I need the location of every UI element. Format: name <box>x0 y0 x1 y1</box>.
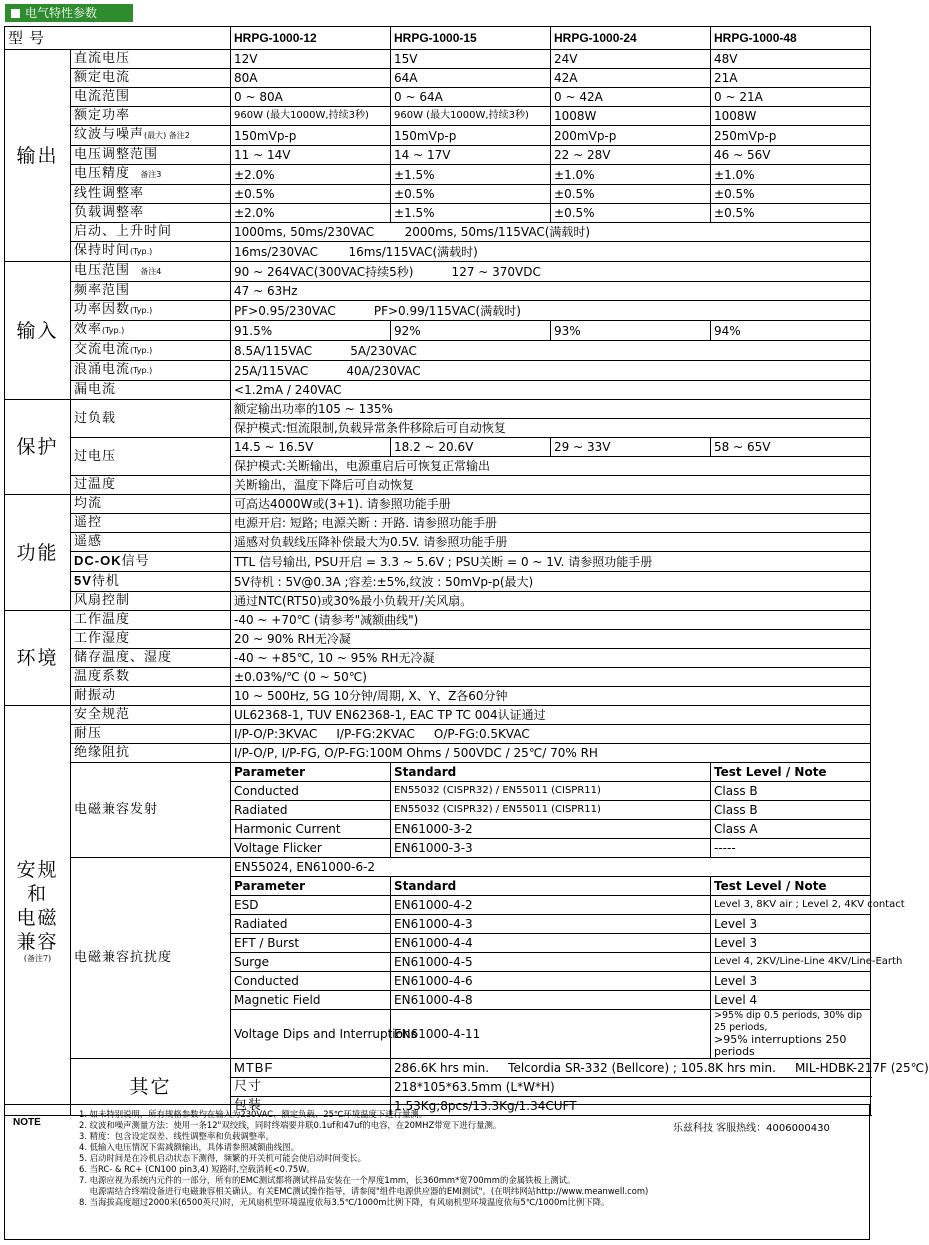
note-line: 5. 启动时间是在冷机启动状态下测得，频繁的开关机可能会使启动时间变长。 <box>79 1153 367 1163</box>
cell: ESD <box>231 896 391 915</box>
row-label-bold: DC-OK <box>74 553 122 568</box>
dips-note: >95% dip 0.5 periods, 30% dip 25 periods, <box>714 1010 863 1033</box>
cell: EN61000-3-3 <box>391 839 711 858</box>
note-lines <box>79 1109 648 1208</box>
cell: 遥感对负载线压降补偿最大为0.5V. 请参照功能手册 <box>231 533 871 552</box>
cell: ±2.0% <box>231 165 391 185</box>
row-label: 电磁兼容发射 <box>71 763 231 858</box>
row-label-text: 纹波与噪声 <box>74 127 145 142</box>
cell: 42A <box>551 69 711 88</box>
note-line: 3. 精度：包含设定误差、线性调整率和负载调整率。 <box>79 1131 274 1141</box>
cell: 47 ~ 63Hz <box>231 282 871 301</box>
row-label: 均流 <box>71 495 231 514</box>
row-label-note: (Typ.) <box>102 326 125 335</box>
note-line: 2. 纹波和噪声测量方法：使用一条12"双绞线，同时终端要并联0.1uf和47uf的电容，在20MHZ带宽下进行量测。 <box>79 1120 502 1130</box>
table-row <box>5 630 871 649</box>
cell <box>711 1010 871 1059</box>
cell: Level 3 <box>711 915 871 934</box>
table-row <box>5 50 871 69</box>
cell: I/P-O/P:3KVAC I/P-FG:2KVAC O/P-FG:0.5KVAC <box>231 725 871 744</box>
row-label-text: 待机 <box>91 574 120 589</box>
model-name: HRPG-1000-24 <box>551 27 711 50</box>
row-label-text: 效率 <box>74 322 103 337</box>
table-row <box>5 107 871 126</box>
cell: I/P-O/P, I/P-FG, O/P-FG:100M Ohms / 500VDC / 25℃/ 70% RH <box>231 744 871 763</box>
row-label: 直流电压 <box>71 50 231 69</box>
table-row <box>5 725 871 744</box>
table-row <box>5 381 871 400</box>
note-title: NOTE <box>13 1117 41 1128</box>
table-row <box>5 592 871 611</box>
cell: 48V <box>711 50 871 69</box>
cell: ±1.5% <box>391 165 551 185</box>
table-row <box>5 533 871 552</box>
row-label-note: (Typ.) <box>130 346 153 355</box>
row-label: 电磁兼容抗扰度 <box>71 858 231 1059</box>
model-title: 型号 <box>5 27 231 50</box>
row-label: 工作湿度 <box>71 630 231 649</box>
note-line: 1. 如未特别说明，所有规格参数均在输入为230VAC、额定负载、25℃环境温度下进行量测。 <box>79 1109 428 1119</box>
table-row <box>5 69 871 88</box>
cell: EN61000-4-11 <box>391 1010 711 1059</box>
row-label: 绝缘阻抗 <box>71 744 231 763</box>
row-label-note: (Typ.) <box>130 366 153 375</box>
row-label-text: 信号 <box>121 554 150 569</box>
category-protection: 保护 <box>5 400 71 495</box>
cell: 90 ~ 264VAC(300VAC持续5秒) 127 ~ 370VDC <box>231 262 871 282</box>
row-label <box>71 552 231 572</box>
row-label-note: (最大) 备注2 <box>144 131 190 140</box>
cell: Radiated <box>231 801 391 820</box>
cell: Surge <box>231 953 391 972</box>
row-label: 尺寸 <box>231 1078 391 1097</box>
cell: ±0.5% <box>551 204 711 223</box>
row-label: 耐振动 <box>71 687 231 706</box>
spec-table <box>4 26 929 1116</box>
cell: 10 ~ 500Hz, 5G 10分钟/周期, X、Y、Z各60分钟 <box>231 687 871 706</box>
emc-header: Test Level / Note <box>711 877 871 896</box>
cell: -40 ~ +85℃, 10 ~ 95% RH无冷凝 <box>231 649 871 668</box>
row-label <box>71 572 231 592</box>
cell: EN55032 (CISPR32) / EN55011 (CISPR11) <box>391 801 711 820</box>
row-label <box>71 242 231 262</box>
cell: Class B <box>711 801 871 820</box>
table-row <box>5 438 871 457</box>
row-label: 耐压 <box>71 725 231 744</box>
cell: 93% <box>551 321 711 341</box>
row-label: 启动、上升时间 <box>71 223 231 242</box>
cell: EN55024, EN61000-6-2 <box>231 858 871 877</box>
cell: 电源开启: 短路; 电源关断 : 开路. 请参照功能手册 <box>231 514 871 533</box>
row-label: 漏电流 <box>71 381 231 400</box>
row-label: 风扇控制 <box>71 592 231 611</box>
row-label <box>71 301 231 321</box>
cell: ±1.0% <box>551 165 711 185</box>
row-label: 额定功率 <box>71 107 231 126</box>
cell: 保护模式:恒流限制,负载异常条件移除后可自动恢复 <box>231 419 871 438</box>
cell: -40 ~ +70℃ (请参考"减额曲线") <box>231 611 871 630</box>
table-row <box>5 572 871 592</box>
table-row <box>5 185 871 204</box>
table-row <box>5 611 871 630</box>
cell: 286.6K hrs min. Telcordia SR-332 (Bellcore) ; 105.8K hrs min. MIL-HDBK-217F (25℃) <box>391 1059 871 1078</box>
row-label: 过负载 <box>71 400 231 438</box>
cell: 20 ~ 90% RH无冷凝 <box>231 630 871 649</box>
note-line: 7. 电源应视为系统内元件的一部分，所有的EMC测试都将测试样品安装在一个厚度1mm，长360mm*宽700mm的金属铁板上测试。 <box>79 1175 576 1185</box>
cell: EN55032 (CISPR32) / EN55011 (CISPR11) <box>391 782 711 801</box>
emc-header: Parameter <box>231 877 391 896</box>
cell: 14 ~ 17V <box>391 146 551 165</box>
note-line: 6. 当RC- & RC+ (CN100 pin3,4) 短路时,空载消耗<0.75W。 <box>79 1164 315 1174</box>
row-label <box>71 165 231 185</box>
cell: Voltage Dips and Interruptions <box>231 1010 391 1059</box>
section-header <box>5 4 133 22</box>
note-line: 电源需结合终端设备进行电磁兼容相关确认。有关EMC测试操作指导，请参阅"组件电源供应器的EMI测试"。(在明纬网站http://www.meanwell.com) <box>79 1186 649 1196</box>
row-label-note: 备注3 <box>140 170 162 179</box>
cell: EFT / Burst <box>231 934 391 953</box>
row-label <box>71 126 231 146</box>
cell: Level 3, 8KV air ; Level 2, 4KV contact <box>711 896 871 915</box>
table-row <box>5 282 871 301</box>
row-label: 电流范围 <box>71 88 231 107</box>
category-environment: 环境 <box>5 611 71 706</box>
row-label <box>71 361 231 381</box>
cell: 14.5 ~ 16.5V <box>231 438 391 457</box>
cell: 24V <box>551 50 711 69</box>
cell: 22 ~ 28V <box>551 146 711 165</box>
table-row <box>5 165 871 185</box>
cell: EN61000-4-3 <box>391 915 711 934</box>
cell: ±0.03%/℃ (0 ~ 50℃) <box>231 668 871 687</box>
cell: 1.53Kg;8pcs/13.3Kg/1.34CUFT <box>391 1097 871 1116</box>
section-header-label: 电气特性参数 <box>25 6 98 20</box>
cell: Radiated <box>231 915 391 934</box>
cell: 200mVp-p <box>551 126 711 146</box>
cell: 额定输出功率的105 ~ 135% <box>231 400 871 419</box>
cell: ±1.0% <box>711 165 871 185</box>
table-row <box>5 744 871 763</box>
row-label: 工作温度 <box>71 611 231 630</box>
cell: 21A <box>711 69 871 88</box>
cell: 11 ~ 14V <box>231 146 391 165</box>
table-row <box>5 361 871 381</box>
cell: 0 ~ 21A <box>711 88 871 107</box>
table-row <box>5 262 871 282</box>
cell: 150mVp-p <box>231 126 391 146</box>
cell: 保护模式:关断输出，电源重启后可恢复正常输出 <box>231 457 871 476</box>
cell: Level 4, 2KV/Line-Line 4KV/Line-Earth <box>711 953 871 972</box>
cell: 1008W <box>551 107 711 126</box>
cell: 960W (最大1000W,持续3秒) <box>231 107 391 126</box>
row-label: MTBF <box>231 1059 391 1078</box>
cell: 91.5% <box>231 321 391 341</box>
category-line: 电磁 <box>16 906 59 929</box>
row-label-note: 备注4 <box>140 267 162 276</box>
row-label-text: 保持时间 <box>74 243 131 258</box>
cell: 58 ~ 65V <box>711 438 871 457</box>
cell: 250mVp-p <box>711 126 871 146</box>
cell: Level 4 <box>711 991 871 1010</box>
row-label: 储存温度、湿度 <box>71 649 231 668</box>
emc-header: Standard <box>391 763 711 782</box>
cell: EN61000-4-6 <box>391 972 711 991</box>
table-row <box>5 858 871 877</box>
table-row <box>5 126 871 146</box>
cell: ±0.5% <box>711 204 871 223</box>
row-label: 过电压 <box>71 438 231 476</box>
row-label: 额定电流 <box>71 69 231 88</box>
cell: 1000ms, 50ms/230VAC 2000ms, 50ms/115VAC(满载时) <box>231 223 871 242</box>
category-note: (备注7) <box>23 953 52 963</box>
row-label-bold: 5V <box>74 573 92 588</box>
table-row <box>5 400 871 419</box>
cell: Class B <box>711 782 871 801</box>
cell: EN61000-4-4 <box>391 934 711 953</box>
emc-header: Parameter <box>231 763 391 782</box>
hotline: 乐兹科技 客服热线：4006000430 <box>673 1123 830 1134</box>
row-label: 安全规范 <box>71 706 231 725</box>
table-row <box>5 204 871 223</box>
row-label <box>71 341 231 361</box>
notes-box <box>4 1104 870 1240</box>
cell: Level 3 <box>711 934 871 953</box>
cell: ±1.5% <box>391 204 551 223</box>
category-output: 输出 <box>5 50 71 262</box>
table-row <box>5 88 871 107</box>
table-row <box>5 687 871 706</box>
cell: Magnetic Field <box>231 991 391 1010</box>
table-row <box>5 649 871 668</box>
table-row <box>5 706 871 725</box>
table-row <box>5 495 871 514</box>
cell: 8.5A/115VAC 5A/230VAC <box>231 341 871 361</box>
cell: EN61000-4-2 <box>391 896 711 915</box>
cell: 150mVp-p <box>391 126 551 146</box>
table-row <box>5 341 871 361</box>
emc-header: Test Level / Note <box>711 763 871 782</box>
table-row <box>5 242 871 262</box>
row-label-text: 电压范围 <box>74 263 131 278</box>
row-label: 频率范围 <box>71 282 231 301</box>
row-label: 遥感 <box>71 533 231 552</box>
note-line: 8. 当海拔高度超过2000米(6500英尺)时，无风扇机型环境温度依每3.5℃/1000m比例下降，有风扇机型环境温度依每5℃/1000m比例下降。 <box>79 1197 610 1207</box>
cell: 25A/115VAC 40A/230VAC <box>231 361 871 381</box>
cell: 92% <box>391 321 551 341</box>
cell: EN61000-3-2 <box>391 820 711 839</box>
row-label: 遥控 <box>71 514 231 533</box>
dips-note: >95% interruptions 250 periods <box>714 1033 847 1058</box>
cell: 218*105*63.5mm (L*W*H) <box>391 1078 871 1097</box>
emc-header: Standard <box>391 877 711 896</box>
cell: Level 3 <box>711 972 871 991</box>
model-name: HRPG-1000-15 <box>391 27 551 50</box>
cell: Conducted <box>231 972 391 991</box>
table-row <box>5 763 871 782</box>
row-label: 过温度 <box>71 476 231 495</box>
table-row <box>5 514 871 533</box>
cell: Voltage Flicker <box>231 839 391 858</box>
row-label <box>71 321 231 341</box>
row-label-note: (Typ.) <box>130 247 153 256</box>
cell: ----- <box>711 839 871 858</box>
table-row <box>5 1059 871 1078</box>
row-label: 温度系数 <box>71 668 231 687</box>
cell: 18.2 ~ 20.6V <box>391 438 551 457</box>
category-line: 安规和 <box>16 858 59 905</box>
cell: 5V待机 : 5V@0.3A ;容差:±5%,纹波 : 50mVp-p(最大) <box>231 572 871 592</box>
row-label <box>71 262 231 282</box>
cell: 15V <box>391 50 551 69</box>
table-row <box>5 552 871 572</box>
category-safety <box>5 706 71 1116</box>
cell: 94% <box>711 321 871 341</box>
row-label-text: 功率因数 <box>74 302 131 317</box>
table-row <box>5 476 871 495</box>
cell: EN61000-4-8 <box>391 991 711 1010</box>
cell: 0 ~ 42A <box>551 88 711 107</box>
row-label: 电压调整范围 <box>71 146 231 165</box>
cell: UL62368-1, TUV EN62368-1, EAC TP TC 004认证通过 <box>231 706 871 725</box>
cell: ±2.0% <box>231 204 391 223</box>
cell: 可高达4000W或(3+1). 请参照功能手册 <box>231 495 871 514</box>
row-label: 线性调整率 <box>71 185 231 204</box>
row-label-note: (Typ.) <box>130 306 153 315</box>
table-row <box>5 146 871 165</box>
table-row <box>5 223 871 242</box>
cell: PF>0.95/230VAC PF>0.99/115VAC(满载时) <box>231 301 871 321</box>
cell: 960W (最大1000W,持续3秒) <box>391 107 551 126</box>
cell: ±0.5% <box>551 185 711 204</box>
category-others: 其它 <box>71 1059 231 1116</box>
note-line: 4. 低输入电压情况下需减额输出，具体请参照减额曲线图。 <box>79 1142 300 1152</box>
cell: TTL 信号输出, PSU开启 = 3.3 ~ 5.6V ; PSU关断 = 0 ~ 1V. 请参照功能手册 <box>231 552 871 572</box>
cell: 29 ~ 33V <box>551 438 711 457</box>
row-label-text: 交流电流 <box>74 342 131 357</box>
cell: ±0.5% <box>231 185 391 204</box>
model-name: HRPG-1000-48 <box>711 27 871 50</box>
square-icon <box>11 9 20 18</box>
cell: <1.2mA / 240VAC <box>231 381 871 400</box>
cell: Class A <box>711 820 871 839</box>
row-label-text: 电压精度 <box>74 166 131 181</box>
category-function: 功能 <box>5 495 71 611</box>
cell: Harmonic Current <box>231 820 391 839</box>
row-label: 负载调整率 <box>71 204 231 223</box>
cell: 12V <box>231 50 391 69</box>
cell: ±0.5% <box>391 185 551 204</box>
cell: 0 ~ 64A <box>391 88 551 107</box>
table-row <box>5 668 871 687</box>
cell: 46 ~ 56V <box>711 146 871 165</box>
table-row <box>5 301 871 321</box>
cell: 关断输出，温度下降后可自动恢复 <box>231 476 871 495</box>
row-label: 包装 <box>231 1097 391 1116</box>
category-line: 兼容 <box>16 930 59 953</box>
model-name: HRPG-1000-12 <box>231 27 391 50</box>
cell: 通过NTC(RT50)或30%最小负载开/关风扇。 <box>231 592 871 611</box>
table-row <box>5 321 871 341</box>
table-row <box>5 27 871 50</box>
cell: 16ms/230VAC 16ms/115VAC(满载时) <box>231 242 871 262</box>
category-input: 输入 <box>5 262 71 400</box>
cell: ±0.5% <box>711 185 871 204</box>
cell: 0 ~ 80A <box>231 88 391 107</box>
cell: 80A <box>231 69 391 88</box>
row-label-text: 浪涌电流 <box>74 362 131 377</box>
cell: 1008W <box>711 107 871 126</box>
cell: Conducted <box>231 782 391 801</box>
cell: EN61000-4-5 <box>391 953 711 972</box>
cell: 64A <box>391 69 551 88</box>
